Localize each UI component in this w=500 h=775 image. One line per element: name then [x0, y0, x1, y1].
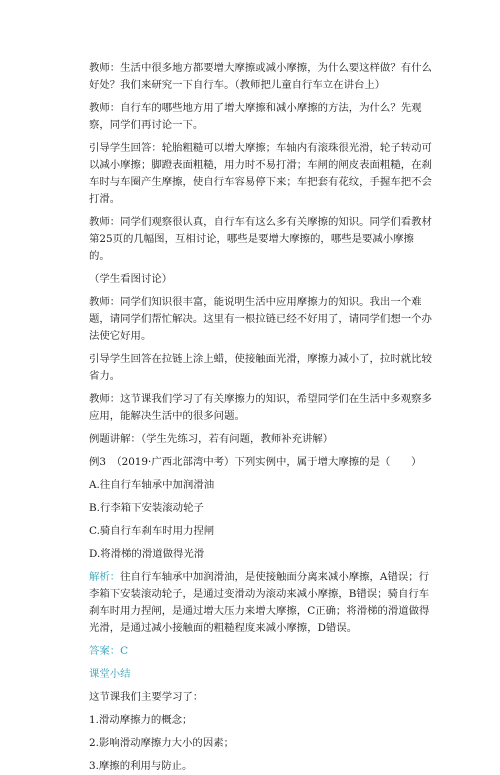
option-b: B.行李箱下安装滚动轮子 — [89, 502, 204, 514]
analysis-paragraph — [89, 569, 433, 637]
option-c: C.骑自行车刹车时用力捏闸 — [89, 525, 215, 537]
summary-line: 这节课我们主要学习了： — [89, 691, 204, 703]
answer-value: C — [120, 645, 129, 657]
paragraph-intro: 教师：生活中很多地方都要增大摩擦或减小摩擦，为什么要这样做？有什么好处？我们来研究一下自行车。（教师把儿童自行车立在讲台上） — [89, 62, 432, 91]
answer-label: 答案： — [89, 645, 121, 657]
paragraph-conclusion: 教师：这节课我们学习了有关摩擦力的知识，希望同学们在生活中多观察多应用，能解决生活中的很多问题。 — [89, 393, 432, 422]
analysis-label: 解析： — [89, 571, 121, 583]
paragraph-question: 教师：自行车的哪些地方用了增大摩擦和减小摩擦的方法，为什么？先观察，同学们再讨论一下。 — [89, 102, 422, 131]
option-d: D.将滑梯的滑道做得光滑 — [89, 548, 205, 560]
paragraph-zipper-answer: 引导学生回答在拉链上涂上蜡，使接触面光滑，摩擦力减小了，拉时就比较省力。 — [89, 353, 432, 382]
analysis-text: 往自行车轴承中加润滑油，是使接触面分离来减小摩擦，A错误；行李箱下安装滚动轮子，是通过变滑动为滚动来减小摩擦，B错误；骑自行车刹车时用力捏闸，是通过增大压力来增大摩擦，C正确；将滑梯的滑道做得光滑，是通过减小接触面的粗糙程度来减小摩擦，D错误。 — [89, 571, 430, 634]
summary-line: 1.滑动摩擦力的概念； — [89, 714, 193, 726]
paragraph-example-intro: 例题讲解：（学生先练习，若有问题，教师补充讲解） — [89, 433, 334, 445]
paragraph-discussion: （学生看图讨论） — [89, 273, 173, 285]
example-question: 例3 （2019·广西北部湾中考）下列实例中，属于增大摩擦的是（ ） — [89, 456, 422, 468]
document-body — [89, 60, 433, 775]
paragraph-guided-answer: 引导学生回答：轮胎粗糙可以增大摩擦；车轴内有滚珠很光滑，轮子转动可以减小摩擦；脚蹬表面粗糙，用力时不易打滑；车闸的闸皮表面粗糙，在刹车时与车圈产生摩擦，使自行车容易停下来；车把套有花纹，手握车把不会打滑。 — [89, 142, 432, 205]
paragraph-textbook: 教师：同学们观察很认真，自行车有这么多有关摩擦的知识。同学们看教材第25页的几幅图，互相讨论，哪些是要增大摩擦的，哪些是要减小摩擦的。 — [89, 216, 432, 262]
option-a: A.往自行车轴承中加润滑油 — [89, 479, 215, 491]
summary-line: 2.影响滑动摩擦力大小的因素； — [89, 737, 234, 749]
paragraph-zipper-problem: 教师：同学们知识很丰富，能说明生活中应用摩擦力的知识。我出一个难题，请同学们帮忙解决。这里有一根拉链已经不好用了，请同学们想一个办法使它好用。 — [89, 296, 432, 342]
answer-line — [89, 643, 433, 660]
summary-line: 3.摩擦的利用与防止。 — [89, 760, 193, 772]
summary-heading: 课堂小结 — [89, 668, 131, 680]
